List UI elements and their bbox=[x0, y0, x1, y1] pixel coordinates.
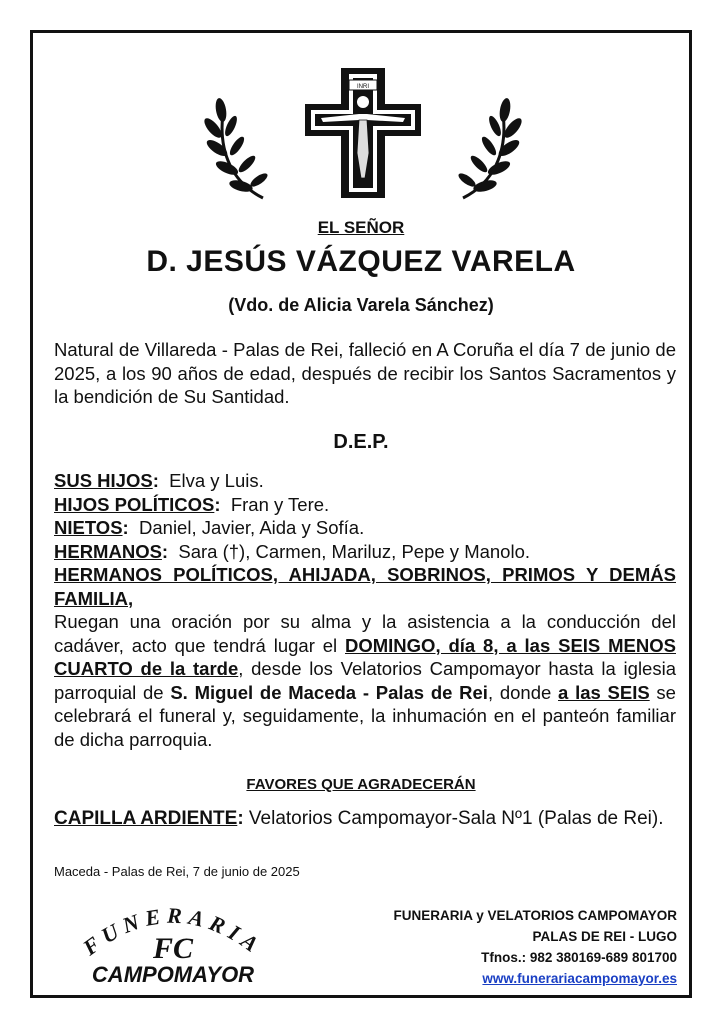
request-text: , desde los Velatorios Campomayor hasta la iglesia parroquial de bbox=[54, 658, 676, 703]
logo-brand: CAMPOMAYOR bbox=[91, 962, 255, 986]
family-line-in-laws: HIJOS POLÍTICOS: Fran y Tere. bbox=[54, 493, 330, 515]
family-line-grandchildren: NIETOS: Daniel, Javier, Aida y Sofía. bbox=[54, 517, 365, 538]
honorific: EL SEÑOR bbox=[317, 218, 405, 237]
request-text: Ruegan una oración por su alma y la asistencia a la conducción del cadáver, acto que tendrá lugar el bbox=[54, 611, 676, 656]
deceased-name: D. JESÚS VÁZQUEZ VARELA bbox=[146, 245, 576, 278]
chapel-location: Velatorios Campomayor-Sala Nº1 (Palas de Rei). bbox=[248, 808, 664, 829]
family-names: Fran y Tere. bbox=[230, 493, 330, 515]
funeral-home-name: FUNERARIA y VELATORIOS CAMPOMAYOR bbox=[393, 908, 677, 923]
laurel-right-icon bbox=[457, 97, 525, 198]
family-line-siblings: HERMANOS: Sara (†), Carmen, Mariluz, Pepe y Manolo. bbox=[54, 540, 531, 562]
other-relatives: HERMANOS POLÍTICOS, AHIJADA, SOBRINOS, PRIMOS Y DEMÁS FAMILIA, bbox=[54, 564, 676, 609]
funeral-home-phones: Tfnos.: 982 380169-689 801700 bbox=[481, 950, 677, 965]
inri-plaque: INRI bbox=[357, 84, 369, 90]
request-text: , donde bbox=[487, 681, 559, 703]
widower-of: (Vdo. de Alicia Varela Sánchez) bbox=[228, 295, 494, 315]
header-emblem bbox=[193, 58, 533, 208]
family-label: NIETOS bbox=[54, 517, 123, 538]
family-label: HIJOS POLÍTICOS bbox=[54, 493, 215, 515]
chapel-label: CAPILLA ARDIENTE bbox=[54, 808, 238, 829]
family-names: Daniel, Javier, Aida y Sofía. bbox=[139, 517, 365, 538]
family-line-children: SUS HIJOS: Elva y Luis. bbox=[54, 470, 264, 491]
family-label: HERMANOS bbox=[54, 540, 162, 562]
funeral-home-website-link[interactable]: www.funerariacampomayor.es bbox=[482, 971, 677, 986]
laurel-left-icon bbox=[201, 97, 269, 198]
obituary-frame bbox=[30, 30, 692, 998]
chapel-line: CAPILLA ARDIENTE: Velatorios Campomayor-Sala Nº1 (Palas de Rei). bbox=[54, 808, 664, 829]
procession-time: DOMINGO, día 8, a las SEIS MENOS CUARTO de la tarde bbox=[54, 634, 676, 679]
church-name: S. Miguel de Maceda - Palas de Rei bbox=[170, 681, 488, 703]
funeral-time: a las SEIS bbox=[558, 681, 650, 703]
family-names: Sara (†), Carmen, Mariluz, Pepe y Manolo. bbox=[178, 540, 531, 562]
dateline: Maceda - Palas de Rei, 7 de junio de 2025 bbox=[54, 864, 300, 879]
funeral-home-contact bbox=[393, 905, 677, 989]
family-label: SUS HIJOS bbox=[54, 470, 153, 491]
request-text: se celebrará el funeral y, seguidamente, la inhumación en el panteón familiar de dicha parroquia. bbox=[54, 681, 676, 750]
logo-monogram: FC bbox=[152, 932, 194, 965]
funeraria-logo bbox=[58, 896, 288, 986]
intro-paragraph: Natural de Villareda - Palas de Rei, falleció en A Coruña el día 7 de junio de 2025, a los 90 años de edad, después de recibir los Santos Sacramentos y la bendición de Su Santidad. bbox=[54, 339, 676, 407]
favores-heading: FAVORES QUE AGRADECERÁN bbox=[246, 776, 476, 793]
logo-arc-text: FUNERARIA bbox=[78, 902, 268, 961]
family-section bbox=[54, 469, 676, 751]
family-names: Elva y Luis. bbox=[169, 470, 264, 491]
request-paragraph bbox=[54, 610, 676, 751]
crucifix-icon bbox=[305, 68, 421, 198]
dep-heading: D.E.P. bbox=[333, 431, 389, 453]
funeral-home-location: PALAS DE REI - LUGO bbox=[532, 929, 677, 944]
